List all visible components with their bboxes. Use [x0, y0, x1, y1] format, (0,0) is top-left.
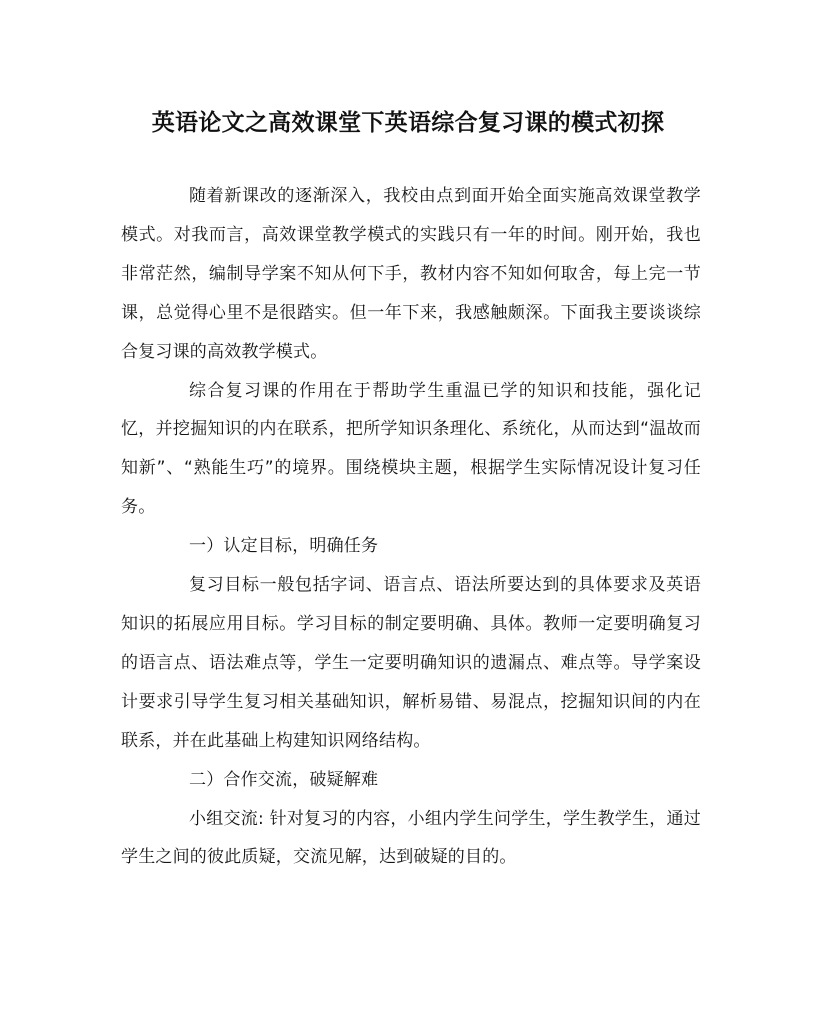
- document-body: [121, 177, 701, 877]
- paragraph-group-discussion: 小组交流: 针对复习的内容，小组内学生问学生，学生教学生，通过学生之间的彼此质疑，交流见解，达到破疑的目的。: [121, 808, 701, 868]
- paragraph-review-purpose: 综合复习课的作用在于帮助学生重温已学的知识和技能，强化记忆，并挖掘知识的内在联系，把所学知识条理化、系统化，从而达到“温故而知新”、“熟能生巧”的境界。围绕模块主题，根据学生实际情况设计复习任务。: [121, 380, 701, 518]
- section-heading-2: 二）合作交流，破疑解难: [189, 769, 379, 790]
- section-heading-1: 一）认定目标，明确任务: [189, 536, 379, 557]
- paragraph-review-goals: 复习目标一般包括字词、语言点、语法所要达到的具体要求及英语知识的拓展应用目标。学习目标的制定要明确、具体。教师一定要明确复习的语言点、语法难点等，学生一定要明确知识的遗漏点、难点等。导学案设计要求引导学生复习相关基础知识，解析易错、易混点，挖掘知识间的内在联系，并在此基础上构建知识网络结构。: [121, 575, 701, 751]
- paragraph-intro: 随着新课改的逐渐深入，我校由点到面开始全面实施高效课堂教学模式。对我而言，高效课堂教学模式的实践只有一年的时间。刚开始，我也非常茫然，编制导学案不知从何下手，教材内容不知如何取舍，每上完一节课，总觉得心里不是很踏实。但一年下来，我感触颇深。下面我主要谈谈综合复习课的高效教学模式。: [121, 186, 701, 362]
- document-title: 英语论文之高效课堂下英语综合复习课的模式初探: [151, 109, 665, 136]
